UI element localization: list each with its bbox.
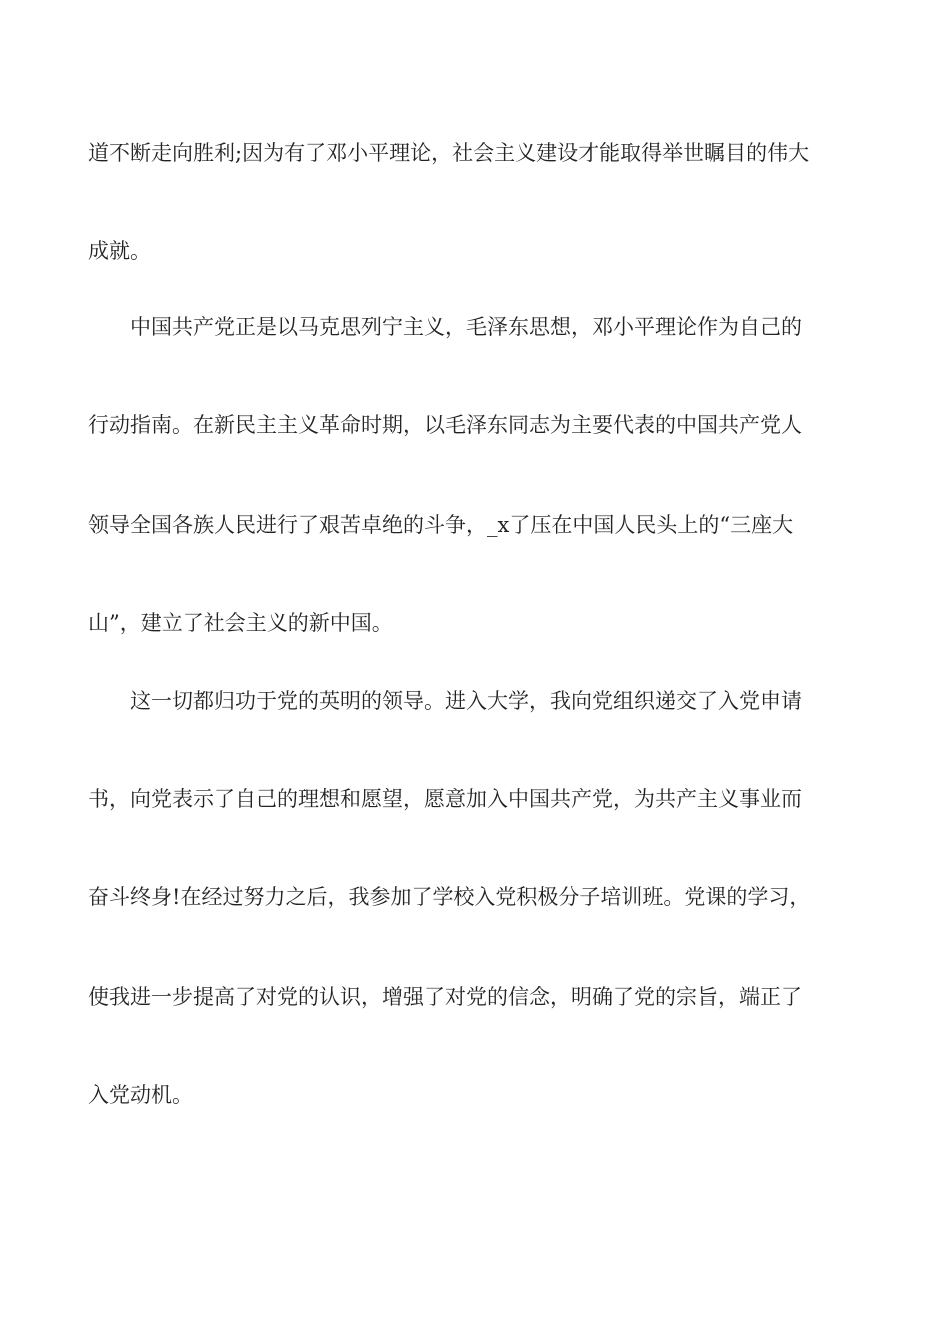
text-line: 行动指南。在新民主主义革命时期，以毛泽东同志为主要代表的中国共产党人: [88, 413, 802, 437]
text-line: 道不断走向胜利;因为有了邓小平理论，社会主义建设才能取得举世瞩目的伟大: [88, 141, 810, 165]
paragraph-start-line: 这一切都归功于党的英明的领导。进入大学，我向党组织递交了入党申请: [130, 689, 802, 713]
text-line: 奋斗终身!在经过努力之后，我参加了学校入党积极分子培训班。党课的学习，: [88, 885, 811, 909]
text-line: 使我进一步提高了对党的认识，增强了对党的信念，明确了党的宗旨，端正了: [88, 985, 802, 1009]
text-line: 领导全国各族人民进行了艰苦卓绝的斗争，_x了压在中国人民头上的“三座大: [88, 513, 794, 537]
text-line: 成就。: [88, 239, 151, 263]
text-line: 山”，建立了社会主义的新中国。: [88, 611, 393, 635]
text-line: 书，向党表示了自己的理想和愿望，愿意加入中国共产党，为共产主义事业而: [88, 787, 802, 811]
text-line: 入党动机。: [88, 1083, 193, 1107]
paragraph-start-line: 中国共产党正是以马克思列宁主义，毛泽东思想，邓小平理论作为自己的: [130, 315, 802, 339]
